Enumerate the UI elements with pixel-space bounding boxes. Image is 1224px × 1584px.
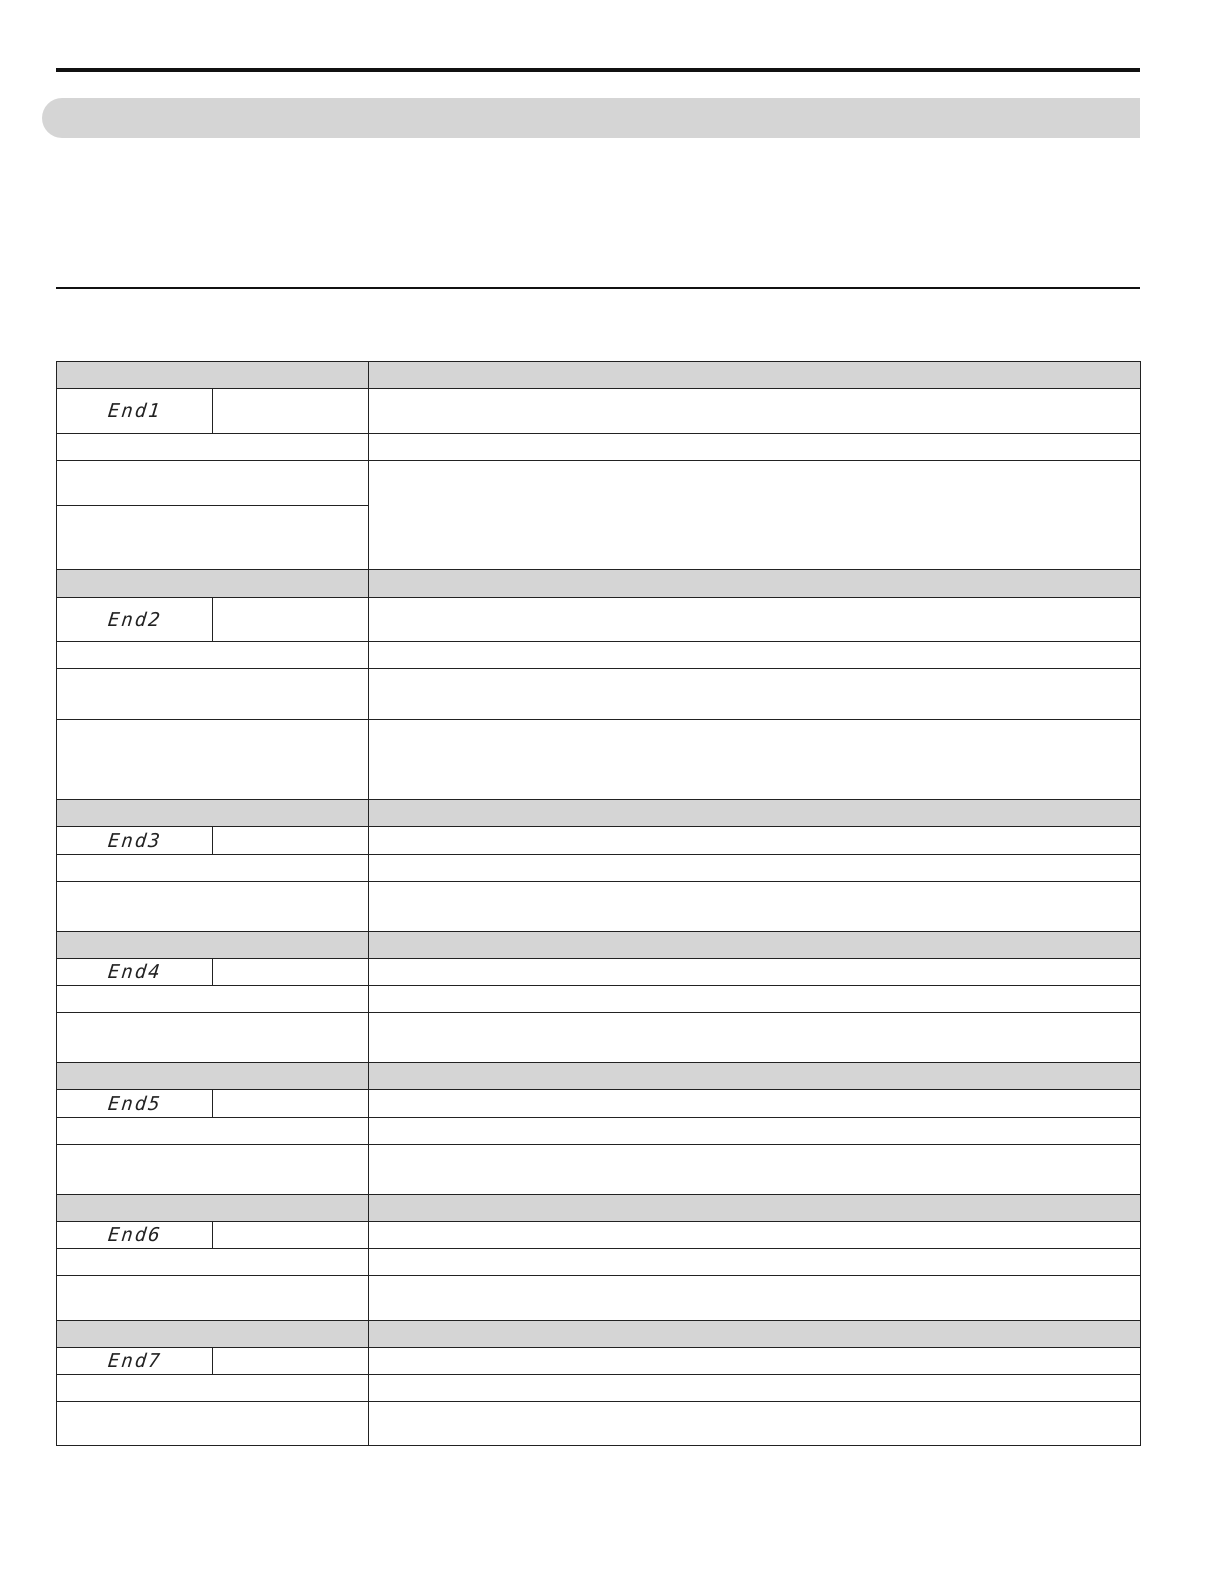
panel-display-code: End7	[106, 1350, 163, 1372]
section-header-row	[57, 1195, 1141, 1222]
cause-row	[57, 1276, 1141, 1321]
cause-header-row	[57, 1118, 1141, 1145]
code-row	[57, 1090, 1141, 1118]
cause-header-row	[57, 986, 1141, 1013]
panel-display-code: End2	[106, 608, 163, 631]
code-row	[57, 598, 1141, 642]
cause-header-row	[57, 434, 1141, 461]
code-row	[57, 1222, 1141, 1249]
cause-row	[57, 461, 1141, 506]
cause-row	[57, 1145, 1141, 1195]
cause-header-row	[57, 642, 1141, 669]
section-banner	[42, 98, 1140, 138]
code-row	[57, 1348, 1141, 1375]
cause-header-row	[57, 855, 1141, 882]
cause-row	[57, 1402, 1141, 1446]
section-header-row	[57, 1063, 1141, 1090]
cause-row	[57, 720, 1141, 800]
cause-header-row	[57, 1249, 1141, 1276]
section-header-row	[57, 1321, 1141, 1348]
top-rule	[56, 68, 1140, 72]
panel-display-code: End5	[106, 1092, 163, 1115]
code-row	[57, 389, 1141, 434]
cause-row	[57, 1013, 1141, 1063]
cause-row	[57, 882, 1141, 932]
section-header-row	[57, 800, 1141, 827]
section-header-row	[57, 932, 1141, 959]
section-rule	[56, 287, 1140, 289]
cause-row	[57, 669, 1141, 720]
section-header-row	[57, 362, 1141, 389]
panel-display-code: End3	[106, 829, 163, 852]
error-code-table	[56, 361, 1141, 1446]
cause-header-row	[57, 1375, 1141, 1402]
code-row	[57, 827, 1141, 855]
code-row	[57, 959, 1141, 986]
panel-display-code: End4	[106, 961, 163, 983]
panel-display-code: End1	[106, 400, 163, 422]
panel-display-code: End6	[106, 1224, 163, 1246]
section-header-row	[57, 570, 1141, 598]
